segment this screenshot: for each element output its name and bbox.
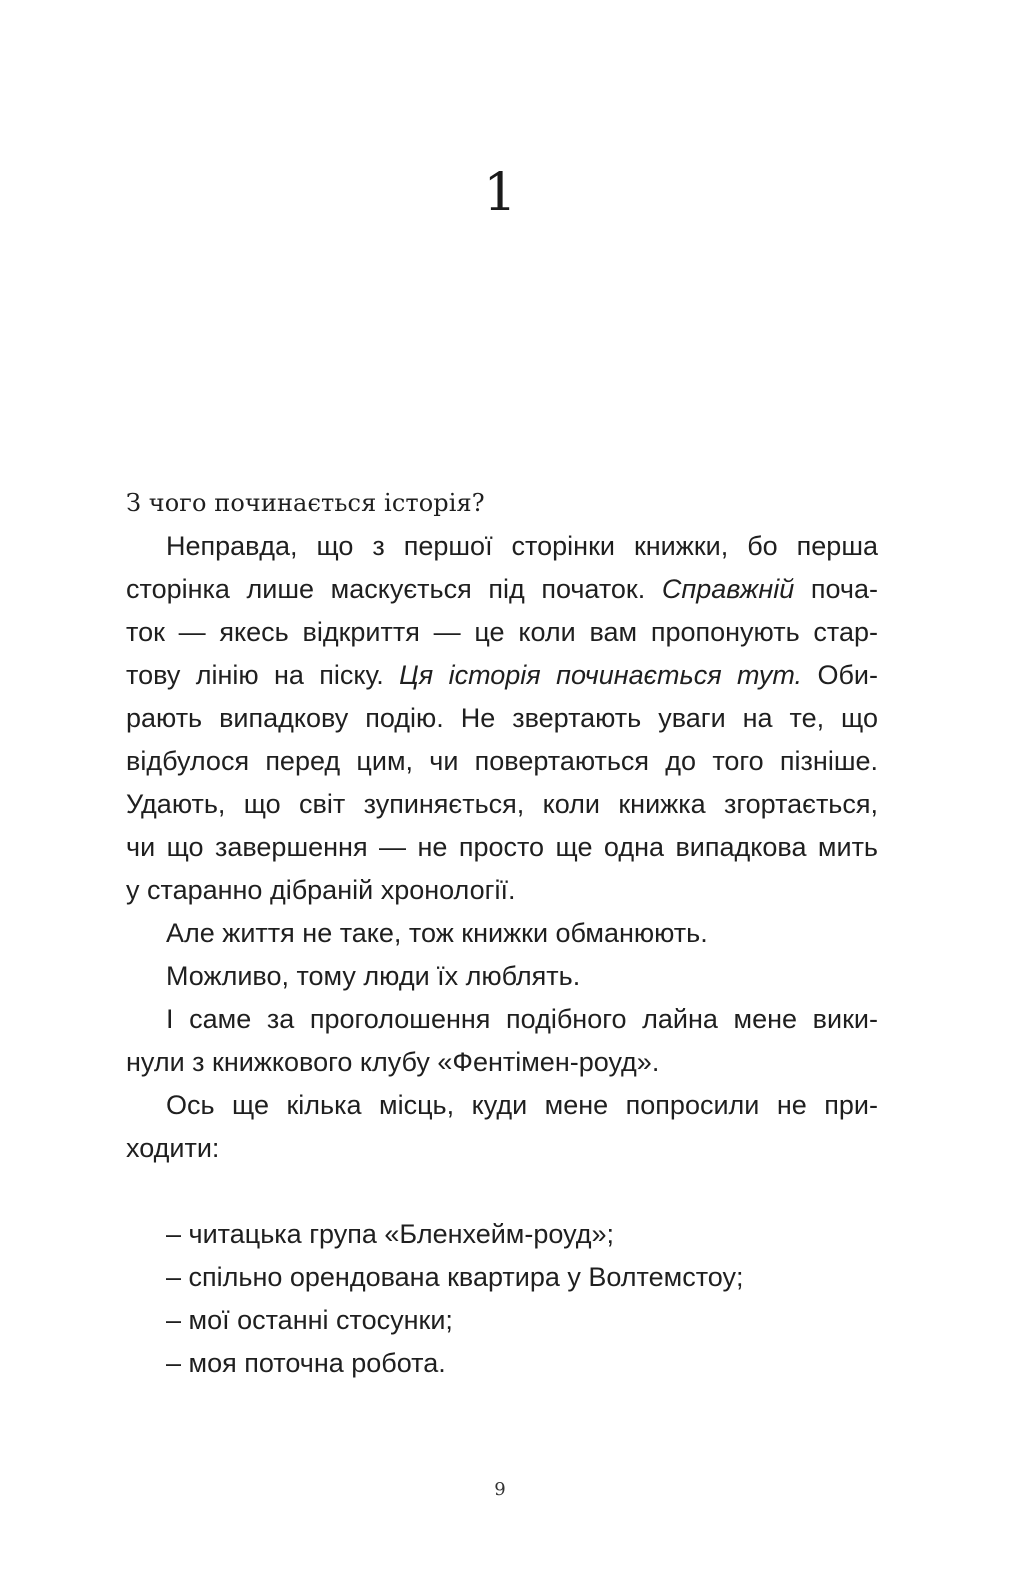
paragraph-1-line-9: у старанно дібраній хронології. (126, 875, 516, 905)
list-item: – читацька група «Бленхейм-роуд»; (166, 1219, 614, 1249)
paragraph-1-line-2 (126, 568, 878, 611)
paragraph-2: Але життя не таке, тож книжки обманюють. (166, 918, 708, 948)
paragraph-3: Можливо, тому люди їх люблять. (166, 961, 581, 991)
list-item: – моя поточна робота. (166, 1348, 446, 1378)
paragraph-1-line-5: рають випадкову подію. Не звертають уваги на те, що (126, 703, 878, 733)
paragraph-1-line-4-start: тову лінію на піску. (126, 660, 384, 690)
paragraph-1-line-6: відбулося перед цим, чи повертаються до того пізніше. (126, 746, 878, 776)
page-number: 9 (494, 1479, 506, 1500)
places-list (126, 1213, 878, 1385)
italic-word-spravzhniy: Справжній (661, 574, 795, 604)
body-text (126, 482, 878, 1385)
paragraph-1-line-4 (126, 654, 878, 697)
paragraph-5-line-2: ходити: (126, 1133, 220, 1163)
paragraph-1-line-1: Неправда, що з першої сторінки книжки, бо перша (166, 531, 878, 561)
list-item: – спільно орендована квартира у Волтемстоу; (166, 1262, 744, 1292)
paragraph-4-line-1: І саме за проголошення подібного лайна мене вики- (166, 1004, 878, 1034)
list-spacer (126, 1170, 878, 1213)
chapter-number: 1 (483, 163, 517, 223)
paragraph-5 (126, 1084, 878, 1170)
paragraph-4 (126, 998, 878, 1084)
italic-phrase-story-begins: Ця історія починається тут. (399, 660, 803, 690)
paragraph-1-line-8: чи що завершення — не просто ще одна випадкова мить (126, 832, 878, 862)
paragraph-1-line-4-end: Оби- (817, 660, 878, 690)
paragraph-4-line-2: нули з книжкового клубу «Фентімен-роуд». (126, 1047, 660, 1077)
list-item: – мої останні стосунки; (166, 1305, 453, 1335)
paragraph-1-line-2-text: сторінка лише маскується під початок. (126, 574, 646, 604)
paragraph-1-line-2-end: поча- (810, 574, 878, 604)
opening-line: З чого починається історія? (126, 489, 485, 517)
paragraph-1-line-3: ток — якесь відкриття — це коли вам пропонують стар- (126, 617, 878, 647)
paragraph-5-line-1: Ось ще кілька місць, куди мене попросили не при- (166, 1090, 878, 1120)
paragraph-1-line-7: Удають, що світ зупиняється, коли книжка згортається, (126, 789, 878, 819)
paragraph-1 (126, 525, 878, 912)
